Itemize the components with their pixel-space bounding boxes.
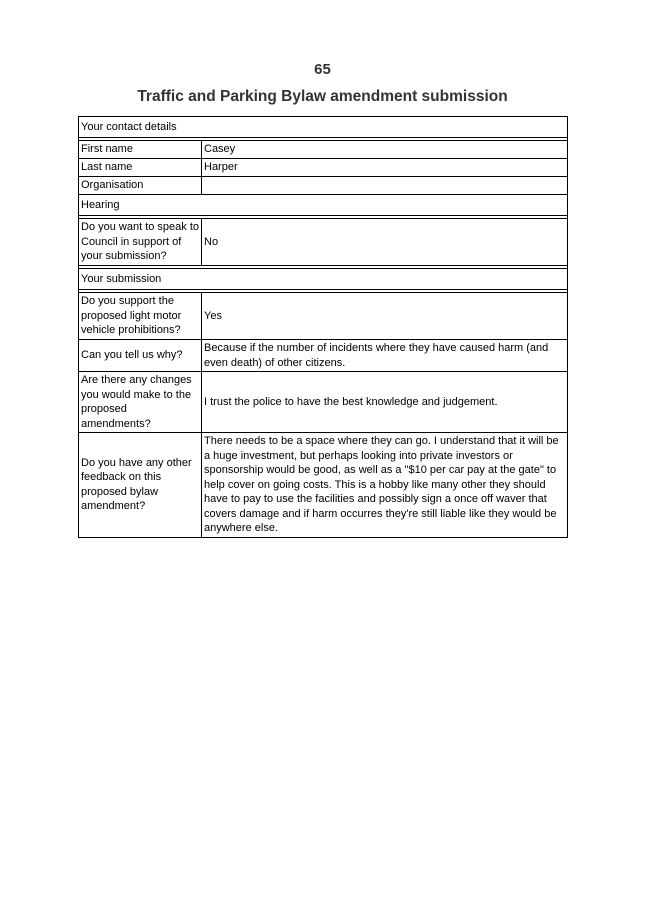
page-number: 65 [314, 61, 331, 78]
changes-answer: I trust the police to have the best knowledge and judgement. [202, 372, 568, 433]
why-question: Can you tell us why? [79, 340, 202, 372]
table-row-last-name [79, 159, 568, 177]
last-name-value: Harper [202, 159, 568, 177]
last-name-label: Last name [79, 159, 202, 177]
section-header-hearing [79, 195, 568, 216]
first-name-value: Casey [202, 141, 568, 159]
changes-question: Are there any changes you would make to the proposed amendments? [79, 372, 202, 433]
feedback-question: Do you have any other feedback on this proposed bylaw amendment? [79, 433, 202, 538]
table-row-first-name [79, 141, 568, 159]
table-row-organisation [79, 177, 568, 195]
section-title-submission: Your submission [79, 269, 568, 290]
speak-question: Do you want to speak to Council in support of your submission? [79, 219, 202, 266]
organisation-value [202, 177, 568, 195]
support-answer: Yes [202, 293, 568, 340]
table-row-speak [79, 219, 568, 266]
submission-form-table [78, 116, 568, 538]
section-header-submission [79, 269, 568, 290]
table-row-feedback [79, 433, 568, 538]
feedback-answer: There needs to be a space where they can go. I understand that it will be a huge investment, but perhaps looking into private investors or sponsorship would be good, as well as a "$10 per car pay at the gate" to help cover on going costs. This is a hobby like many other they should have to pay to use the facilities and possibly sign a once off waver that covers damage and if harm occurres they're still liable like they would be anywhere else. [202, 433, 568, 538]
section-header-contact [79, 117, 568, 138]
section-title-hearing: Hearing [79, 195, 568, 216]
section-title-contact: Your contact details [79, 117, 568, 138]
speak-answer: No [202, 219, 568, 266]
why-answer: Because if the number of incidents where they have caused harm (and even death) of other citizens. [202, 340, 568, 372]
first-name-label: First name [79, 141, 202, 159]
organisation-label: Organisation [79, 177, 202, 195]
table-row-support [79, 293, 568, 340]
support-question: Do you support the proposed light motor vehicle prohibitions? [79, 293, 202, 340]
table-row-why [79, 340, 568, 372]
table-row-changes [79, 372, 568, 433]
page-title: Traffic and Parking Bylaw amendment submission [137, 88, 508, 105]
